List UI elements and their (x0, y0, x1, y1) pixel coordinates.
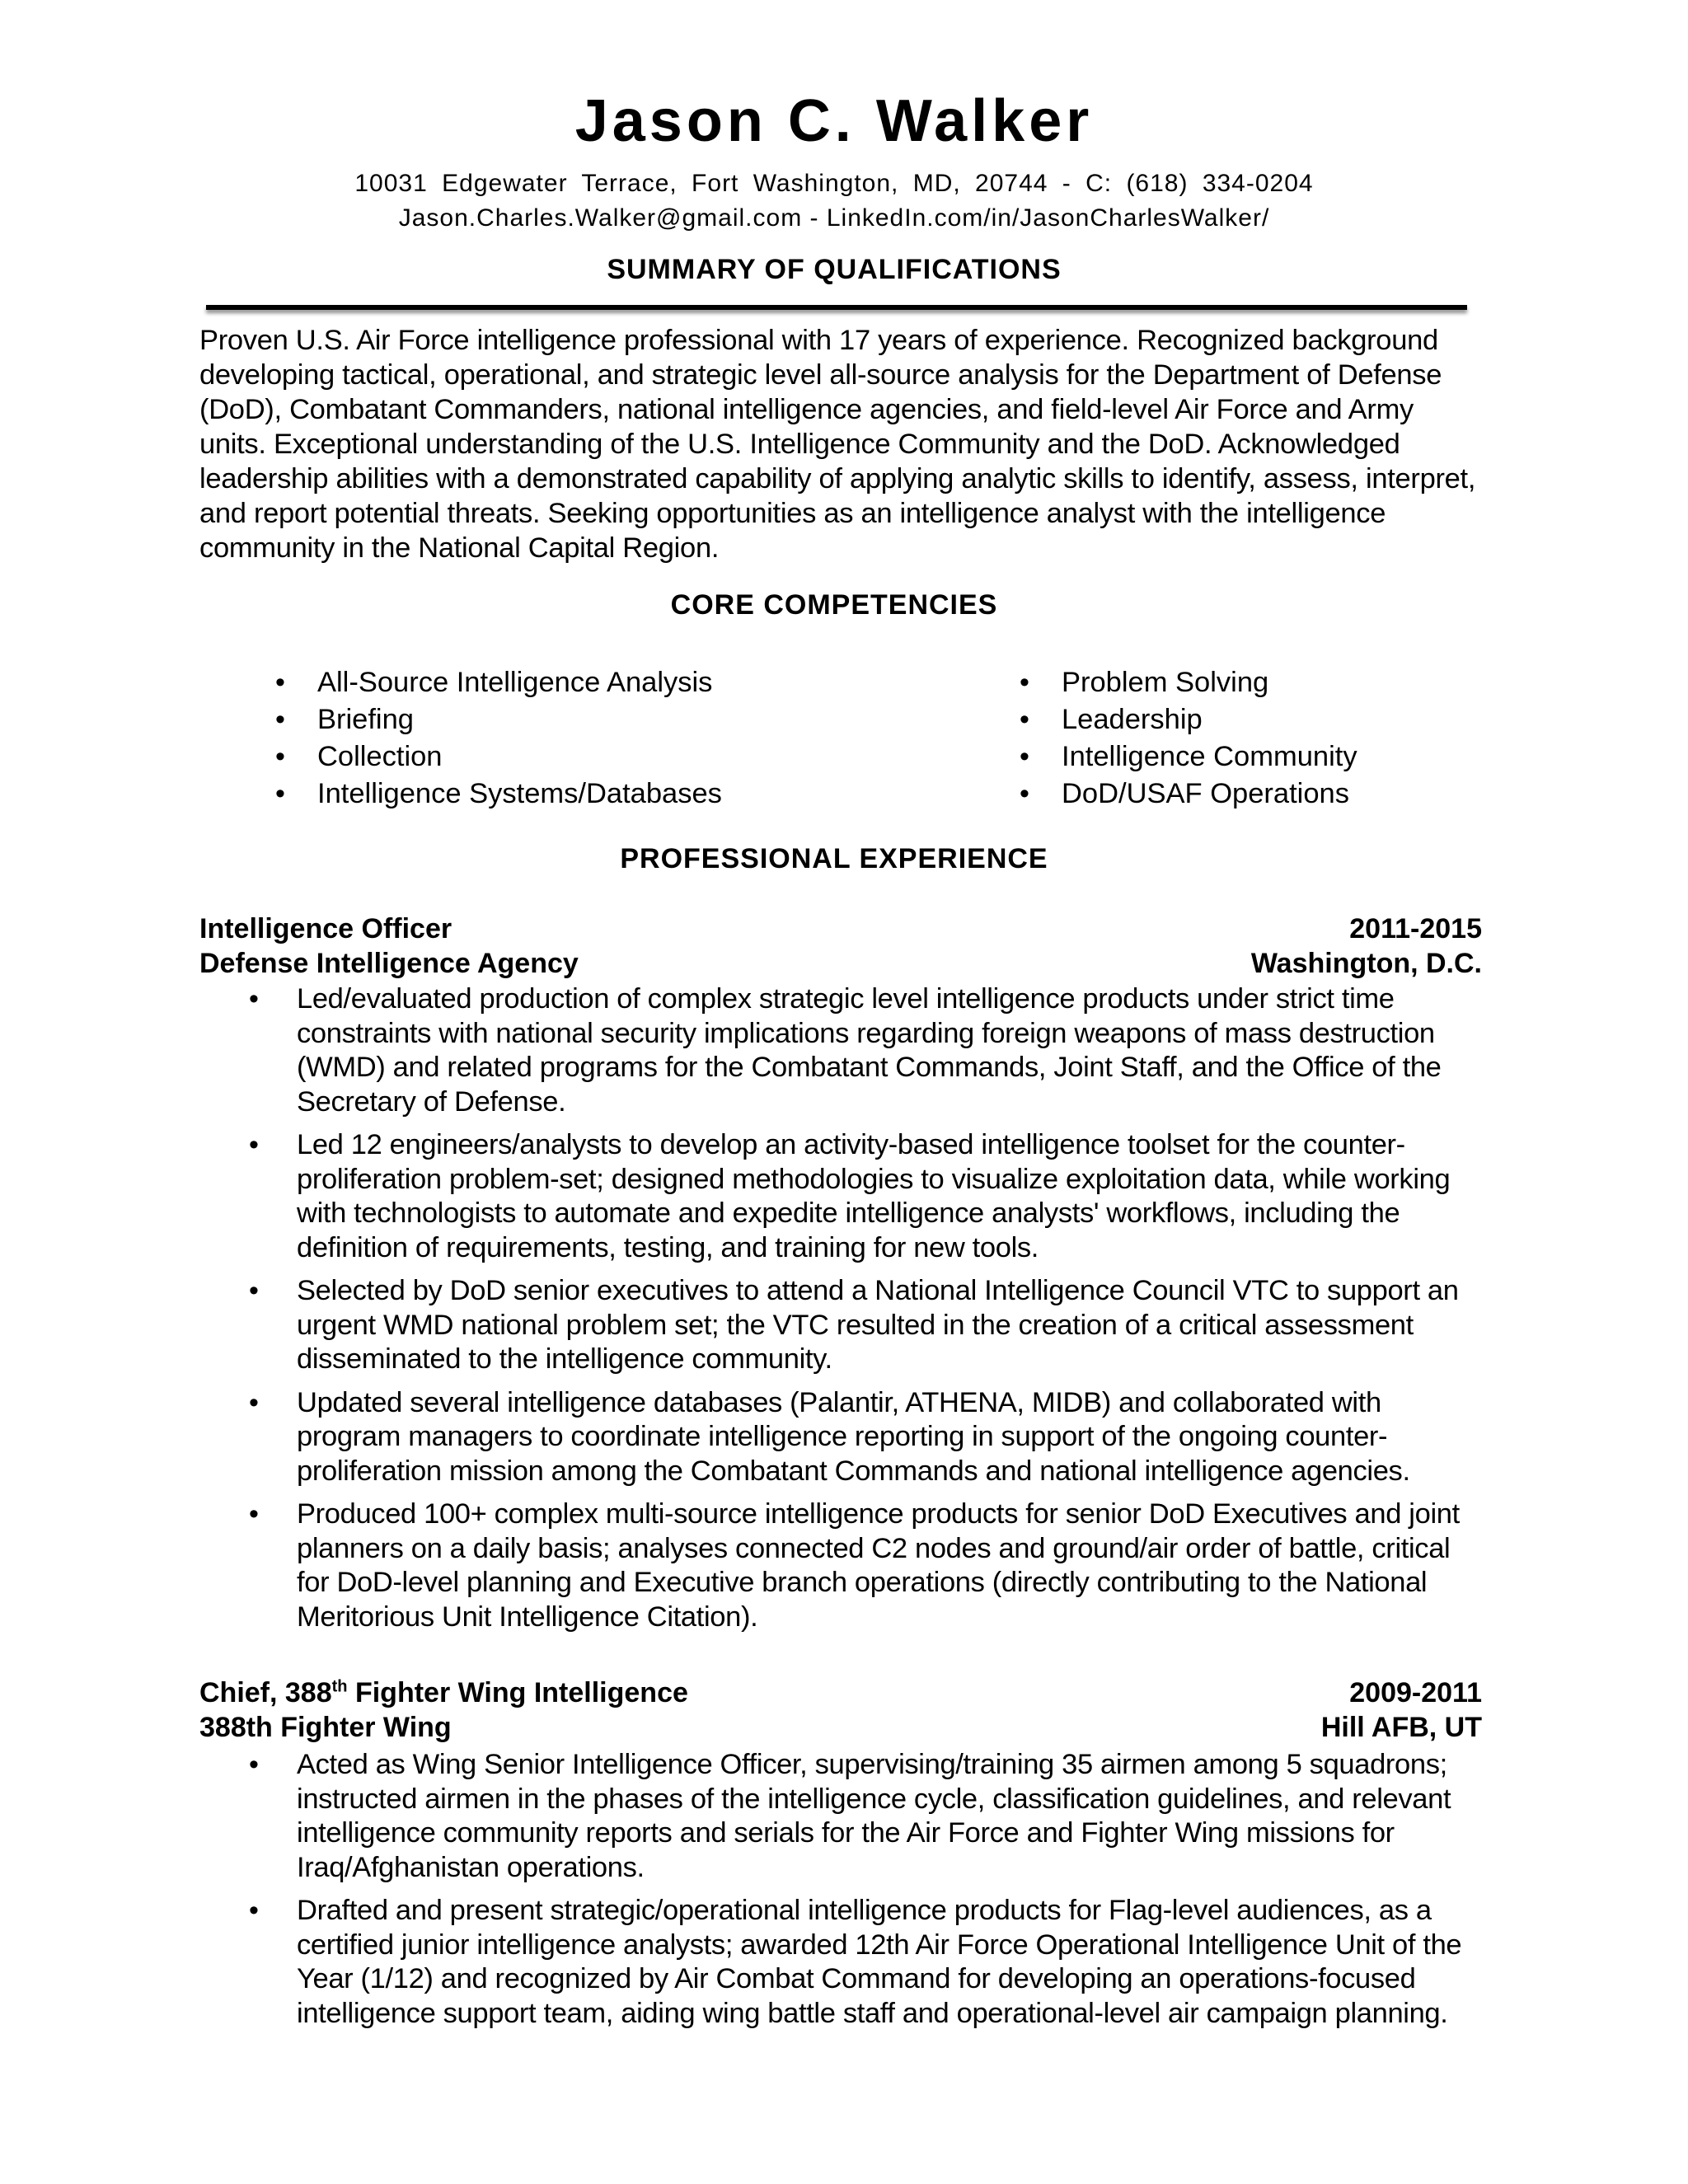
address-phone-line: 10031 Edgewater Terrace, Fort Washington, MD, 20744 - C: (618) 334-0204 (354, 170, 1314, 197)
competency-item: • Leadership (1022, 701, 1357, 738)
job-bullets (249, 1748, 1487, 2040)
job-bullet: • Selected by DoD senior executives to attend a National Intelligence Council VTC to support an urgent WMD national problem set; the VTC resulted in the creation of a critical assessment disseminated to the intelligence community. (249, 1274, 1487, 1377)
job-header (199, 1675, 1482, 1745)
competency-item: • Briefing (278, 701, 722, 738)
job-bullets (249, 982, 1487, 1643)
competencies-right-list (1022, 664, 1357, 813)
job-title: Chief, 388th Fighter Wing Intelligence (199, 1677, 688, 1708)
competency-item: • Intelligence Systems/Databases (278, 776, 722, 813)
heading-divider (206, 305, 1467, 310)
job-dates: 2009-2011 (1349, 1677, 1482, 1708)
competencies-left-list (278, 664, 722, 813)
job-location: Washington, D.C. (1250, 948, 1482, 979)
job-title: Intelligence Officer (199, 913, 452, 944)
competency-item: • All-Source Intelligence Analysis (278, 664, 722, 701)
job-bullet: • Drafted and present strategic/operational intelligence products for Flag-level audiences, as a certified junior intelligence analysts; awarded 12th Air Force Operational Intelligence Unit of the Year (1/12) and recognized by Air Combat Command for developing an operations-focused intelligence support team, aiding wing battle staff and operational-level air campaign planning. (249, 1894, 1487, 2031)
job-dates: 2011-2015 (1349, 913, 1482, 944)
job-header (199, 912, 1482, 981)
job-organization: 388th Fighter Wing (199, 1712, 452, 1743)
competency-item: • Collection (278, 738, 722, 776)
candidate-name: Jason C. Walker (574, 88, 1094, 154)
summary-paragraph: Proven U.S. Air Force intelligence professional with 17 years of experience. Recognized background developing tactical, operational, and strategic level all-source analysis for the Department of Defense (DoD), Combatant Commanders, national intelligence agencies, and field-level Air Force and Army units. Exceptional understanding of the U.S. Intelligence Community and the DoD. Acknowledged leadership abilities with a demonstrated capability of applying analytic skills to identify, assess, interpret, and report potential threats. Seeking opportunities as an intelligence analyst with the intelligence community in the National Capital Region. (199, 325, 1476, 564)
job-organization: Defense Intelligence Agency (199, 948, 579, 979)
email-linkedin-line: Jason.Charles.Walker@gmail.com - LinkedIn.com/in/JasonCharlesWalker/ (398, 204, 1270, 232)
job-bullet: • Led 12 engineers/analysts to develop an activity-based intelligence toolset for the counter-proliferation problem-set; designed methodologies to visualize exploitation data, while working with technologists to automate and expedite intelligence analysts' workflows, including the definition of requirements, testing, and training for new tools. (249, 1128, 1487, 1265)
competency-item: • Intelligence Community (1022, 738, 1357, 776)
job-location: Hill AFB, UT (1320, 1712, 1482, 1743)
competency-item: • Problem Solving (1022, 664, 1357, 701)
competency-item: • DoD/USAF Operations (1022, 776, 1357, 813)
job-bullet: • Led/evaluated production of complex strategic level intelligence products under strict time constraints with national security implications regarding foreign weapons of mass destruction (WMD) and related programs for the Combatant Commands, Joint Staff, and the Office of the Secretary of Defense. (249, 982, 1487, 1119)
job-bullet: • Acted as Wing Senior Intelligence Officer, supervising/training 35 airmen among 5 squadrons; instructed airmen in the phases of the intelligence cycle, classification guidelines, and relevant intelligence community reports and serials for the Air Force and Fighter Wing missions for Iraq/Afghanistan operations. (249, 1748, 1487, 1885)
experience-heading: PROFESSIONAL EXPERIENCE (620, 843, 1048, 874)
summary-heading: SUMMARY OF QUALIFICATIONS (607, 254, 1062, 285)
competencies-heading: CORE COMPETENCIES (670, 589, 998, 621)
job-bullet: • Produced 100+ complex multi-source intelligence products for senior DoD Executives and joint planners on a daily basis; analyses connected C2 nodes and ground/air order of battle, critical for DoD-level planning and Executive branch operations (directly contributing to the National Meritorious Unit Intelligence Citation). (249, 1497, 1487, 1634)
job-bullet: • Updated several intelligence databases (Palantir, ATHENA, MIDB) and collaborated with program managers to coordinate intelligence reporting in support of the ongoing counter-proliferation mission among the Combatant Commands and national intelligence agencies. (249, 1386, 1487, 1489)
